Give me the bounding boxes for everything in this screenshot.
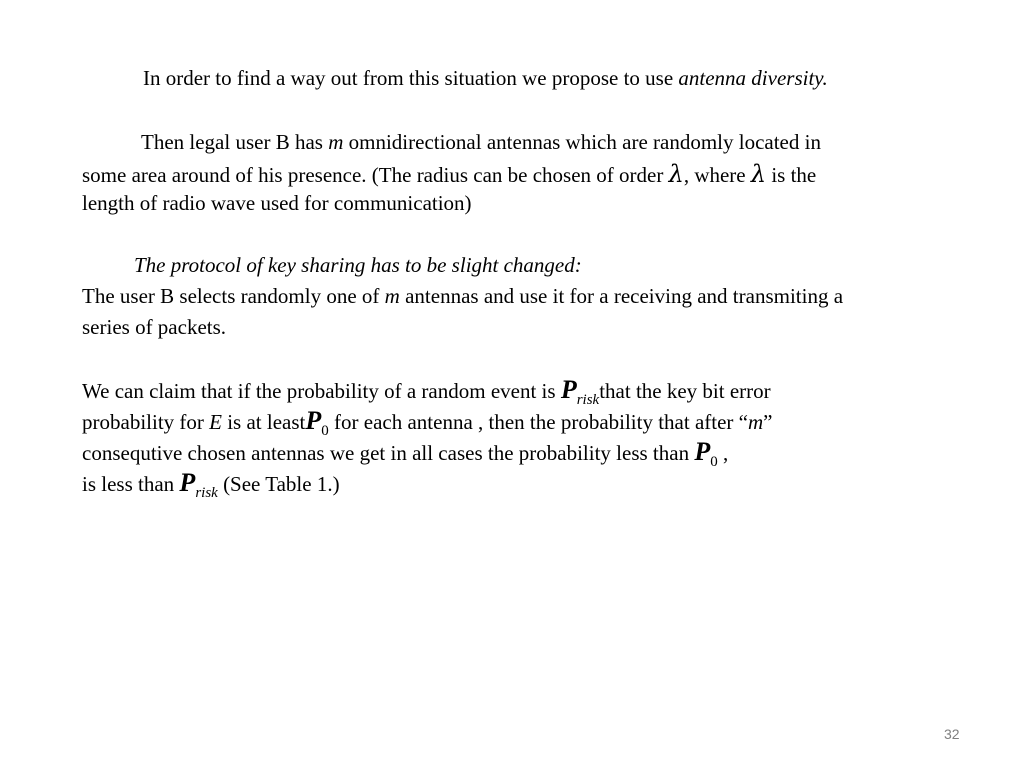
p-symbol: P (560, 375, 577, 404)
para2-line1-start: Then legal user B has (141, 130, 329, 154)
risk-subscript: risk (195, 485, 218, 501)
var-e: E (209, 410, 222, 434)
zero-subscript: 0 (321, 423, 329, 439)
para4-line4-end: (See Table 1.) (217, 472, 340, 496)
para4-line1 (82, 375, 771, 408)
p-zero-formula (694, 437, 718, 470)
zero-subscript: 0 (710, 454, 718, 470)
para2-line3 (82, 193, 472, 214)
p-zero-formula (305, 406, 329, 439)
para3-line2-text: series of packets. (82, 315, 227, 339)
para4-line3 (82, 437, 729, 470)
lambda-symbol: λ (750, 160, 767, 188)
para2-line2-mid: , where (683, 163, 751, 187)
closing-quote: ” (763, 410, 773, 434)
para4-line1-end: that the key bit error (599, 379, 771, 403)
para3-line1-end: antennas and use it for a receiving and transmiting a (399, 284, 844, 308)
para4-line2-end: for each antenna , then the probability that after “ (328, 410, 748, 434)
para4-line2-start: probability for (82, 410, 210, 434)
para2-line1-end: omnidirectional antennas which are randomly located in (343, 130, 821, 154)
para3-line1 (82, 286, 843, 307)
p-risk-formula (179, 468, 218, 501)
risk-subscript: risk (576, 392, 600, 408)
protocol-heading-text: The protocol of key sharing has to be slight changed: (134, 253, 582, 277)
intro-text: In order to find a way out from this situation we propose to use (143, 66, 679, 90)
antenna-diversity-emphasis: antenna diversity. (678, 66, 828, 90)
para2-line2-start: some area around of his presence. (The radius can be chosen of order (82, 163, 669, 187)
var-m: m (328, 130, 344, 154)
para2-line3-text: length of radio wave used for communication) (82, 191, 472, 215)
p-risk-formula (560, 375, 600, 408)
para4-line3-start: consequtive chosen antennas we get in all cases the probability less than (82, 441, 695, 465)
page-number: 32 (944, 726, 960, 742)
para4-line4 (82, 468, 340, 501)
var-m: m (748, 410, 764, 434)
intro-line (143, 68, 828, 89)
para4-line2-mid: is at least (221, 410, 306, 434)
para4-line1-start: We can claim that if the probability of a random event is (82, 379, 561, 403)
p-symbol: P (694, 437, 711, 466)
para2-line1 (141, 132, 821, 153)
para2-line2 (82, 162, 816, 186)
para3-line2 (82, 317, 226, 338)
protocol-heading (134, 255, 582, 276)
var-m: m (384, 284, 400, 308)
para4-line3-end: , (717, 441, 729, 465)
p-symbol: P (179, 468, 196, 497)
p-symbol: P (305, 406, 322, 435)
para4-line2 (82, 406, 773, 439)
para3-line1-start: The user B selects randomly one of (82, 284, 385, 308)
para2-line2-end: is the (766, 163, 817, 187)
lambda-symbol: λ (668, 160, 684, 188)
para4-line4-start: is less than (82, 472, 180, 496)
